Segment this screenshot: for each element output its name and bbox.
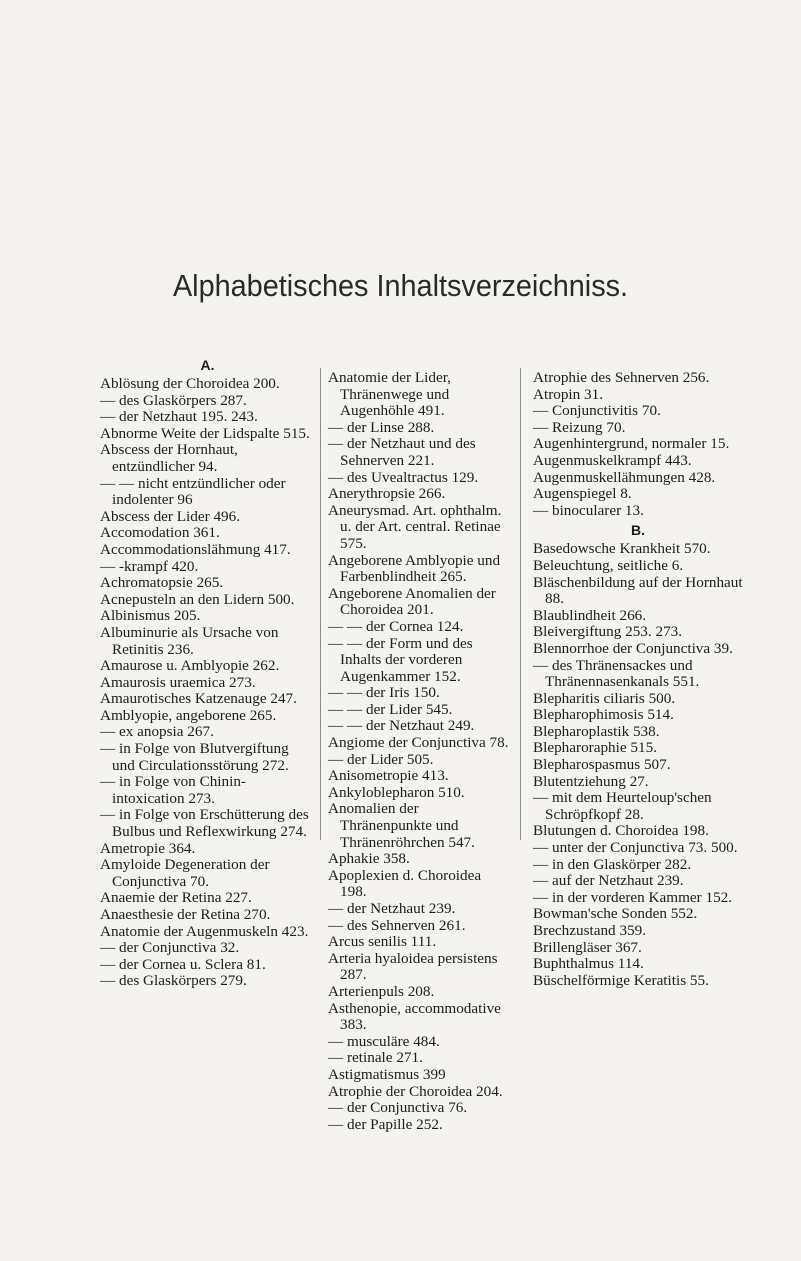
index-entry: Blepharoplastik 538. bbox=[533, 722, 660, 740]
index-column-1 bbox=[100, 357, 315, 990]
index-entry: — der Papille 252. bbox=[328, 1115, 443, 1133]
index-entry: Acnepusteln an den Lidern 500. bbox=[100, 590, 295, 608]
index-entry: Bowman'sche Sonden 552. bbox=[533, 905, 698, 923]
index-entry: Atrophie des Sehnerven 256. bbox=[533, 369, 710, 386]
index-entry: Ankyloblepharon 510. bbox=[328, 783, 465, 801]
index-entry: Accomodation 361. bbox=[100, 524, 220, 542]
index-entry: — in Folge von Erschütterung des Bulbus und Reflexwirkung 274. bbox=[100, 806, 309, 841]
index-entry: — -krampf 420. bbox=[100, 557, 199, 575]
index-entry: — der Conjunctiva 76. bbox=[328, 1099, 468, 1117]
index-entry: Abnorme Weite der Lidspalte 515. bbox=[100, 424, 310, 442]
index-entry: — in der vorderen Kammer 152. bbox=[533, 888, 733, 906]
index-entry: — des Uvealtractus 129. bbox=[328, 468, 479, 486]
index-entry: Aneurysmad. Art. ophthalm. u. der Art. central. Retinae 575. bbox=[328, 501, 502, 552]
index-entry: Anisometropie 413. bbox=[328, 767, 449, 785]
index-entry: Bleivergiftung 253. 273. bbox=[533, 623, 683, 641]
index-entry: Ablösung der Choroidea 200. bbox=[100, 375, 280, 392]
index-entry: Aphakie 358. bbox=[328, 850, 410, 868]
index-entry: — des Sehnerven 261. bbox=[328, 916, 466, 934]
index-entry: Amaurotisches Katzenauge 247. bbox=[100, 690, 297, 708]
index-entry: Anaesthesie der Retina 270. bbox=[100, 906, 271, 923]
index-entry: Ametropie 364. bbox=[100, 839, 196, 857]
index-entry: Angeborene Amblyopie und Farbenblindheit 265. bbox=[328, 551, 501, 586]
column-divider bbox=[520, 368, 521, 840]
index-entry: Beleuchtung, seitliche 6. bbox=[533, 556, 684, 574]
index-entry: Accommodationslähmung 417. bbox=[100, 540, 291, 558]
index-entry: — in den Glaskörper 282. bbox=[533, 855, 692, 873]
index-entry: Blepharitis ciliaris 500. bbox=[533, 689, 676, 707]
index-entry: Amyloide Degeneration der Conjunctiva 70. bbox=[100, 856, 270, 890]
index-entry: — des Glaskörpers 279. bbox=[100, 972, 247, 990]
index-entry: Albuminurie als Ursache von Retinitis 236. bbox=[100, 623, 279, 658]
index-entry: Amaurose u. Amblyopie 262. bbox=[100, 657, 280, 675]
index-entry: — des Thränensackes und Thränennasenkanals 551. bbox=[533, 656, 700, 691]
index-entry: Blepharophimosis 514. bbox=[533, 706, 674, 724]
index-entry: Apoplexien d. Choroidea 198. bbox=[328, 866, 482, 901]
index-entry: Buphthalmus 114. bbox=[533, 955, 644, 973]
index-entry: — — der Lider 545. bbox=[328, 700, 453, 718]
index-entry: Astigmatismus 399 bbox=[328, 1065, 446, 1083]
index-entry: Abscess der Hornhaut, entzündlicher 94. bbox=[100, 441, 238, 475]
index-entry: — mit dem Heurteloup'schen Schröpfkopf 28. bbox=[533, 789, 712, 823]
index-entry: — Reizung 70. bbox=[533, 418, 626, 436]
index-entry: Anatomie der Lider, Thränenwege und Augenhöhle 491. bbox=[328, 369, 451, 420]
index-entry: Abscess der Lider 496. bbox=[100, 507, 241, 525]
index-entry: Atrophie der Choroidea 204. bbox=[328, 1082, 503, 1100]
index-entry: Anomalien der Thränenpunkte und Thränenröhrchen 547. bbox=[328, 800, 475, 851]
index-entry: — retinale 271. bbox=[328, 1049, 423, 1067]
index-entry: — in Folge von Blutvergiftung und Circulationsstörung 272. bbox=[100, 740, 289, 774]
index-entry: — — nicht entzündlicher oder indolenter 96 bbox=[100, 474, 286, 509]
index-entry: — — der Netzhaut 249. bbox=[328, 717, 475, 735]
index-entry: — ex anopsia 267. bbox=[100, 723, 214, 741]
index-entry: — — der Form und des Inhalts der vorderen Augenkammer 152. bbox=[328, 634, 473, 685]
index-column-2 bbox=[328, 370, 511, 1133]
column-divider bbox=[320, 368, 321, 840]
index-entry: Arteria hyaloidea persistens 287. bbox=[328, 949, 498, 984]
index-entry: — Conjunctivitis 70. bbox=[533, 402, 661, 420]
index-entry: Bläschenbildung auf der Hornhaut 88. bbox=[533, 573, 743, 608]
index-entry: — musculäre 484. bbox=[328, 1032, 440, 1050]
index-column-3 bbox=[533, 370, 743, 989]
index-entry: Atropin 31. bbox=[533, 385, 604, 403]
index-entry: — der Netzhaut 239. bbox=[328, 900, 456, 917]
index-entry: Achromatopsie 265. bbox=[100, 574, 224, 592]
index-entry: Blaublindheit 266. bbox=[533, 606, 647, 624]
index-entry: Anatomie der Augenmuskeln 423. bbox=[100, 922, 309, 940]
index-entry: Augenmuskellähmungen 428. bbox=[533, 468, 716, 486]
index-entry: Basedowsche Krankheit 570. bbox=[533, 540, 711, 558]
index-entry: — der Cornea u. Sclera 81. bbox=[100, 955, 266, 973]
index-entry: — — der Iris 150. bbox=[328, 684, 440, 702]
index-entry: Angiome der Conjunctiva 78. bbox=[328, 734, 509, 752]
index-entry: — binocularer 13. bbox=[533, 501, 644, 519]
index-entry: Blepharospasmus 507. bbox=[533, 756, 671, 774]
index-entry: Blutentziehung 27. bbox=[533, 772, 649, 790]
index-entry: — der Netzhaut 195. 243. bbox=[100, 408, 258, 426]
index-entry: Amaurosis uraemica 273. bbox=[100, 673, 256, 691]
index-entry: Anaemie der Retina 227. bbox=[100, 889, 252, 907]
section-letter: A. bbox=[200, 357, 215, 373]
index-entry: Brechzustand 359. bbox=[533, 922, 647, 939]
index-entry: Blepharoraphie 515. bbox=[533, 739, 657, 757]
index-entry: — auf der Netzhaut 239. bbox=[533, 872, 684, 890]
page-title: Alphabetisches Inhaltsverzeichniss. bbox=[172, 268, 629, 303]
section-letter: B. bbox=[631, 522, 645, 539]
index-entry: Albinismus 205. bbox=[100, 607, 201, 625]
index-entry: Angeborene Anomalien der Choroidea 201. bbox=[328, 584, 496, 619]
index-entry: Blennorrhoe der Conjunctiva 39. bbox=[533, 639, 733, 657]
index-entry: — unter der Conjunctiva 73. 500. bbox=[533, 839, 738, 857]
index-entry: — — der Cornea 124. bbox=[328, 617, 464, 635]
index-entry: Arterienpuls 208. bbox=[328, 982, 435, 1000]
index-entry: Blutungen d. Choroidea 198. bbox=[533, 822, 709, 840]
index-entry: Augenspiegel 8. bbox=[533, 485, 632, 503]
index-entry: — des Glaskörpers 287. bbox=[100, 391, 247, 409]
index-entry: Amblyopie, angeborene 265. bbox=[100, 706, 277, 724]
index-entry: Asthenopie, accommodative 383. bbox=[328, 999, 501, 1034]
index-entry: — der Lider 505. bbox=[328, 750, 434, 768]
index-entry: — in Folge von Chinin-intoxication 273. bbox=[100, 773, 246, 807]
index-entry: Brillengläser 367. bbox=[533, 938, 642, 956]
index-entry: — der Linse 288. bbox=[328, 418, 435, 436]
index-entry: — der Conjunctiva 32. bbox=[100, 939, 240, 957]
index-entry: Büschelförmige Keratitis 55. bbox=[533, 971, 709, 989]
index-entry: Augenmuskelkrampf 443. bbox=[533, 451, 692, 469]
index-entry: — der Netzhaut und des Sehnerven 221. bbox=[328, 435, 476, 469]
index-entry: Augenhintergrund, normaler 15. bbox=[533, 435, 730, 453]
index-entry: Anerythropsie 266. bbox=[328, 485, 446, 503]
index-entry: Arcus senilis 111. bbox=[328, 933, 437, 951]
